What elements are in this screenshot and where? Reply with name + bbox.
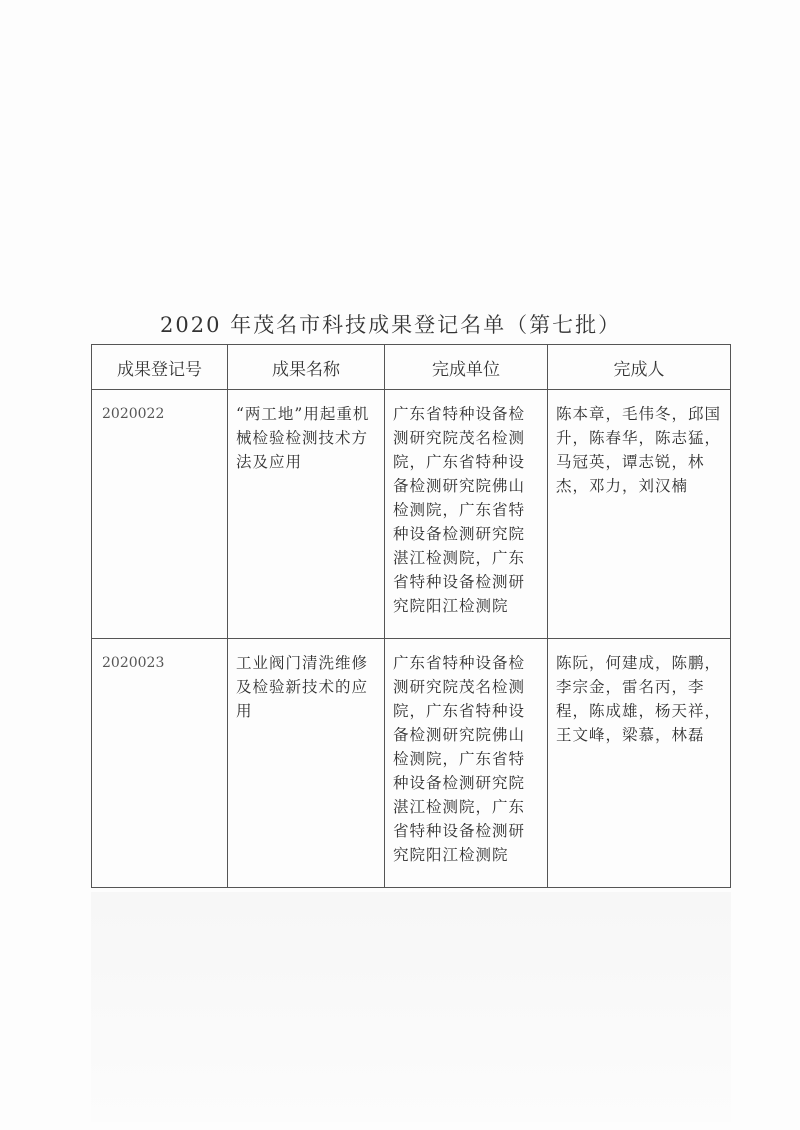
document-title: 2020 年茂名市科技成果登记名单（第七批） xyxy=(160,313,622,337)
cell-reg-no: 2020022 xyxy=(92,390,228,639)
header-name: 成果名称 xyxy=(228,345,385,390)
table-header-row xyxy=(92,345,731,390)
header-reg-no: 成果登记号 xyxy=(92,345,228,390)
cell-reg-no: 2020023 xyxy=(92,639,228,888)
registry-table xyxy=(91,344,731,888)
cell-name: “两工地”用起重机械检验检测技术方法及应用 xyxy=(228,390,385,639)
cell-people: 陈本章，毛伟冬，邱国升，陈春华，陈志猛，马冠英，谭志锐，林杰，邓力，刘汉楠 xyxy=(548,390,731,639)
cell-people: 陈阮，何建成，陈鹏，李宗金，雷名丙，李程，陈成雄，杨天祥，王文峰，梁慕，林磊 xyxy=(548,639,731,888)
table-row xyxy=(92,390,731,639)
cell-unit: 广东省特种设备检测研究院茂名检测院，广东省特种设备检测研究院佛山检测院，广东省特种设备检测研究院湛江检测院，广东省特种设备检测研究院阳江检测院 xyxy=(385,390,548,639)
header-unit: 完成单位 xyxy=(385,345,548,390)
header-people: 完成人 xyxy=(548,345,731,390)
scan-bleed-through xyxy=(91,892,731,1122)
table-row xyxy=(92,639,731,888)
cell-name: 工业阀门清洗维修及检验新技术的应用 xyxy=(228,639,385,888)
cell-unit: 广东省特种设备检测研究院茂名检测院，广东省特种设备检测研究院佛山检测院，广东省特种设备检测研究院湛江检测院，广东省特种设备检测研究院阳江检测院 xyxy=(385,639,548,888)
